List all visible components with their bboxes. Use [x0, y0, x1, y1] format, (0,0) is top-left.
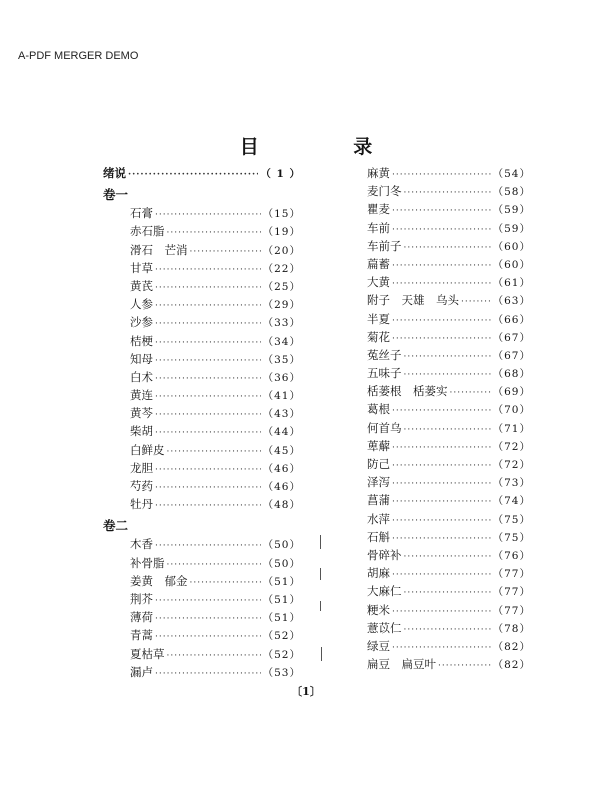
- toc-leader-dots: [155, 596, 261, 606]
- toc-leader-dots: [155, 283, 261, 293]
- toc-entry-page: （50）: [262, 557, 301, 570]
- toc-entry-page: （53）: [262, 666, 301, 679]
- toc-entry-label: 知母: [130, 351, 153, 366]
- toc-entry-label: 青蒿: [130, 628, 153, 643]
- toc-entry: [103, 405, 301, 423]
- toc-entry: [367, 401, 531, 419]
- toc-leader-dots: [155, 501, 261, 511]
- toc-leader-dots: [392, 279, 491, 289]
- toc-entry-label: 车前子: [367, 238, 402, 253]
- toc-entry: [367, 274, 531, 292]
- toc-entry: [367, 383, 531, 401]
- toc-entry-label: 滑石 芒消: [130, 242, 188, 257]
- toc-leader-dots: [404, 625, 491, 635]
- toc-entry-label: 防己: [367, 457, 390, 471]
- toc-entry-label: 附子 天雄 乌头: [367, 293, 459, 308]
- toc-entry-page: （67）: [492, 349, 531, 362]
- toc-entry-label: 泽泻: [367, 475, 390, 490]
- toc-entry: [103, 627, 301, 645]
- toc-entry: [367, 238, 531, 256]
- toc-entry-page: （70）: [492, 404, 531, 417]
- toc-entry: [103, 536, 301, 554]
- toc-leader-dots: [190, 247, 261, 257]
- toc-entry: [367, 583, 531, 601]
- toc-entry: [103, 242, 301, 260]
- toc-entry-page: （72）: [492, 440, 531, 453]
- toc-entry: [367, 165, 531, 183]
- toc-volume-label: 卷一: [103, 187, 129, 203]
- toc-entry-label: 大麻仁: [367, 584, 402, 599]
- toc-entry-page: （ 1 ）: [260, 168, 301, 180]
- toc-entry: [103, 278, 301, 296]
- scan-artifact-line: [321, 647, 322, 661]
- toc-entry: [103, 664, 301, 682]
- toc-entry-label: 菟丝子: [367, 347, 402, 362]
- toc-leader-dots: [392, 607, 491, 617]
- toc-entry-label: 萹蓄: [367, 256, 390, 271]
- toc-entry: [103, 460, 301, 478]
- toc-entry-label: 水萍: [367, 511, 390, 526]
- toc-entry: [103, 351, 301, 369]
- toc-leader-dots: [155, 632, 261, 642]
- toc-volume-heading: [103, 185, 301, 205]
- toc-leader-dots: [392, 170, 491, 180]
- toc-entry-label: 瞿麦: [367, 202, 390, 217]
- toc-entry-label: 黄芪: [130, 278, 153, 293]
- toc-entry: [103, 314, 301, 332]
- toc-entry-label: 荆芥: [130, 591, 153, 606]
- toc-leader-dots: [450, 388, 491, 398]
- toc-leader-dots: [404, 588, 491, 598]
- toc-entry: [103, 442, 301, 460]
- toc-entry-page: （78）: [492, 622, 531, 635]
- toc-entry-page: （20）: [262, 244, 301, 257]
- toc-entry-label: 龙胆: [130, 460, 153, 475]
- toc-entry: [103, 478, 301, 496]
- toc-entry-page: （82）: [492, 659, 531, 672]
- toc-entry-page: （51）: [262, 612, 301, 625]
- toc-entry-label: 石膏: [130, 206, 153, 221]
- toc-entry-page: （76）: [492, 549, 531, 562]
- toc-leader-dots: [392, 316, 491, 326]
- toc-right-column: [367, 165, 531, 674]
- toc-leader-dots: [167, 228, 261, 238]
- toc-entry-label: 菖蒲: [367, 493, 390, 508]
- toc-leader-dots: [392, 516, 491, 526]
- toc-entry-label: 麻黄: [367, 166, 390, 180]
- toc-leader-dots: [392, 570, 491, 580]
- toc-leader-dots: [155, 614, 261, 624]
- toc-entry-page: （59）: [492, 204, 531, 217]
- toc-entry: [367, 220, 531, 238]
- toc-entry-page: （59）: [492, 222, 531, 235]
- toc-leader-dots: [155, 356, 261, 366]
- toc-leader-dots: [461, 297, 491, 307]
- toc-entry: [103, 205, 301, 223]
- toc-entry: [367, 511, 531, 529]
- toc-leader-dots: [155, 669, 261, 679]
- toc-leader-dots: [155, 338, 261, 348]
- toc-leader-dots: [392, 443, 491, 453]
- toc-entry-page: （67）: [492, 331, 531, 344]
- toc-entry-page: （82）: [492, 640, 531, 653]
- toc-entry-page: （41）: [262, 390, 301, 403]
- toc-leader-dots: [167, 651, 261, 661]
- toc-entry: [367, 456, 531, 474]
- toc-leader-dots: [155, 210, 261, 220]
- toc-leader-dots: [404, 425, 491, 435]
- toc-entry-page: （73）: [492, 477, 531, 490]
- toc-leader-dots: [404, 352, 491, 362]
- toc-entry-page: （69）: [492, 386, 531, 399]
- toc-entry-page: （52）: [262, 630, 301, 643]
- toc-entry-label: 骨碎补: [367, 547, 402, 562]
- toc-entry: [103, 646, 301, 664]
- toc-leader-dots: [128, 170, 258, 180]
- toc-entry-page: （77）: [492, 604, 531, 617]
- toc-entry: [367, 602, 531, 620]
- toc-entry: [103, 496, 301, 514]
- toc-leader-dots: [167, 447, 261, 457]
- toc-entry: [367, 474, 531, 492]
- toc-leader-dots: [438, 661, 491, 671]
- toc-entry-page: （43）: [262, 408, 301, 421]
- toc-entry-label: 沙参: [130, 315, 153, 330]
- toc-entry-page: （46）: [262, 481, 301, 493]
- toc-entry-page: （45）: [262, 444, 301, 457]
- toc-entry-page: （75）: [492, 531, 531, 544]
- toc-entry-label: 薏苡仁: [367, 620, 402, 635]
- toc-entry-page: （72）: [492, 459, 531, 471]
- toc-leader-dots: [167, 560, 261, 570]
- toc-entry: [367, 292, 531, 310]
- toc-entry-page: （61）: [492, 277, 531, 290]
- toc-entry-page: （51）: [262, 593, 301, 606]
- toc-leader-dots: [155, 301, 261, 311]
- toc-leader-dots: [155, 374, 261, 384]
- toc-entry-label: 甘草: [130, 260, 153, 275]
- toc-entry-label: 补骨脂: [130, 555, 165, 570]
- toc-entry-label: 夏枯草: [130, 646, 165, 661]
- toc-entry-page: （60）: [492, 240, 531, 253]
- toc-entry-label: 葛根: [367, 402, 390, 417]
- toc-entry-page: （52）: [262, 648, 301, 661]
- toc-leader-dots: [392, 225, 491, 235]
- toc-entry-page: （77）: [492, 568, 531, 581]
- toc-entry: [367, 256, 531, 274]
- toc-entry-label: 黄芩: [130, 406, 153, 421]
- toc-leader-dots: [155, 483, 261, 493]
- toc-entry-label: 绿豆: [367, 638, 390, 653]
- toc-entry: [367, 529, 531, 547]
- toc-entry-page: （71）: [492, 422, 531, 435]
- toc-entry: [367, 438, 531, 456]
- toc-entry-label: 薄荷: [130, 610, 153, 625]
- toc-leader-dots: [392, 534, 491, 544]
- toc-leader-dots: [155, 541, 261, 551]
- toc-entry-page: （19）: [262, 226, 301, 239]
- toc-entry: [367, 365, 531, 383]
- toc-entry: [367, 329, 531, 347]
- toc-entry-label: 麦门冬: [367, 184, 402, 199]
- toc-leader-dots: [392, 479, 491, 489]
- watermark-text: A-PDF MERGER DEMO: [18, 50, 139, 62]
- toc-leader-dots: [155, 465, 261, 475]
- toc-entry-label: 木香: [130, 537, 153, 552]
- toc-entry: [367, 311, 531, 329]
- toc-entry: [367, 420, 531, 438]
- toc-leader-dots: [392, 497, 491, 507]
- toc-entry-page: （48）: [262, 499, 301, 512]
- toc-entry-label: 姜黄 郁金: [130, 573, 188, 588]
- toc-entry: [367, 565, 531, 583]
- toc-entry-page: （34）: [262, 335, 301, 348]
- toc-entry-label: 扁豆 扁豆叶: [367, 657, 436, 672]
- toc-entry: [367, 347, 531, 365]
- toc-entry-page: （46）: [262, 462, 301, 475]
- toc-leader-dots: [155, 265, 261, 275]
- toc-entry-label: 大黄: [367, 275, 390, 290]
- toc-leader-dots: [392, 206, 491, 216]
- toc-entry-label: 黄连: [130, 388, 153, 403]
- toc-leader-dots: [392, 643, 491, 653]
- toc-leader-dots: [155, 428, 261, 438]
- toc-leader-dots: [392, 461, 491, 471]
- toc-entry: [367, 201, 531, 219]
- toc-entry: [103, 423, 301, 441]
- toc-entry-page: （51）: [262, 575, 301, 588]
- toc-entry-label: 人参: [130, 297, 153, 312]
- toc-entry: [367, 620, 531, 638]
- toc-entry: [103, 223, 301, 241]
- toc-entry: [103, 573, 301, 591]
- toc-entry-label: 胡麻: [367, 566, 390, 581]
- toc-entry-label: 粳米: [367, 602, 390, 617]
- toc-entry: [103, 333, 301, 351]
- toc-leader-dots: [155, 319, 261, 329]
- toc-left-column: [103, 165, 301, 682]
- toc-leader-dots: [392, 334, 491, 344]
- toc-entry-page: （60）: [492, 258, 531, 271]
- toc-leader-dots: [392, 261, 491, 271]
- scan-artifact-line: [320, 568, 321, 580]
- toc-entry-page: （44）: [262, 426, 301, 439]
- toc-entry: [367, 547, 531, 565]
- toc-volume-label: 卷二: [103, 518, 129, 534]
- toc-entry-page: （77）: [492, 586, 531, 599]
- toc-leader-dots: [155, 392, 261, 402]
- toc-entry-page: （35）: [262, 353, 301, 366]
- toc-entry-label: 赤石脂: [130, 224, 165, 239]
- toc-leader-dots: [392, 406, 491, 416]
- toc-entry: [103, 369, 301, 387]
- toc-entry: [367, 492, 531, 510]
- toc-entry-page: （36）: [262, 371, 301, 384]
- toc-entry: [103, 296, 301, 314]
- toc-entry: [367, 183, 531, 201]
- toc-entry-label: 桔梗: [130, 333, 153, 348]
- toc-entry-page: （68）: [492, 368, 531, 381]
- toc-entry-label: 栝蒌根 栝蒌实: [367, 384, 448, 399]
- toc-entry-label: 半夏: [367, 311, 390, 326]
- toc-entry: [103, 609, 301, 627]
- toc-entry-label: 石斛: [367, 529, 390, 544]
- toc-entry-page: （25）: [262, 280, 301, 293]
- toc-entry-page: （50）: [262, 539, 301, 552]
- toc-entry-page: （22）: [262, 262, 301, 275]
- toc-entry: [103, 555, 301, 573]
- toc-leader-dots: [404, 370, 491, 380]
- toc-entry: [367, 656, 531, 674]
- toc-leader-dots: [190, 578, 261, 588]
- toc-entry-page: （54）: [492, 168, 531, 180]
- toc-entry-page: （75）: [492, 513, 531, 526]
- toc-entry-label: 萆薢: [367, 438, 390, 453]
- toc-entry-page: （29）: [262, 299, 301, 312]
- toc-entry-label: 车前: [367, 220, 390, 235]
- toc-entry-label: 何首乌: [367, 420, 402, 435]
- toc-entry-label: 柴胡: [130, 424, 153, 439]
- toc-entry: [367, 638, 531, 656]
- page-number: 〔1〕: [291, 685, 321, 698]
- toc-entry: [103, 591, 301, 609]
- toc-entry: [103, 260, 301, 278]
- toc-entry-page: （58）: [492, 186, 531, 199]
- toc-leader-dots: [155, 410, 261, 420]
- toc-entry-label: 白鲜皮: [130, 442, 165, 457]
- toc-entry-page: （74）: [492, 495, 531, 508]
- toc-entry-label: 牡丹: [130, 497, 153, 512]
- toc-volume-heading: [103, 516, 301, 536]
- toc-entry-label: 五味子: [367, 366, 402, 381]
- toc-entry-page: （15）: [262, 208, 301, 221]
- toc-entry-label: 漏卢: [130, 664, 153, 679]
- toc-entry-label: 芍药: [130, 479, 153, 493]
- page-title: 目 录: [239, 136, 417, 158]
- scan-artifact-line: [320, 535, 321, 549]
- toc-leader-dots: [404, 188, 491, 198]
- scan-artifact-line: [320, 601, 321, 611]
- toc-entry-page: （33）: [262, 317, 301, 330]
- toc-entry-page: （66）: [492, 313, 531, 326]
- toc-entry-label: 菊花: [367, 329, 390, 344]
- toc-entry-label: 绪说: [103, 166, 126, 180]
- toc-entry: [103, 387, 301, 405]
- toc-entry-label: 白术: [130, 369, 153, 384]
- toc-leader-dots: [404, 552, 491, 562]
- toc-entry-page: （63）: [492, 295, 531, 308]
- toc-leader-dots: [404, 243, 491, 253]
- toc-entry: [103, 165, 301, 183]
